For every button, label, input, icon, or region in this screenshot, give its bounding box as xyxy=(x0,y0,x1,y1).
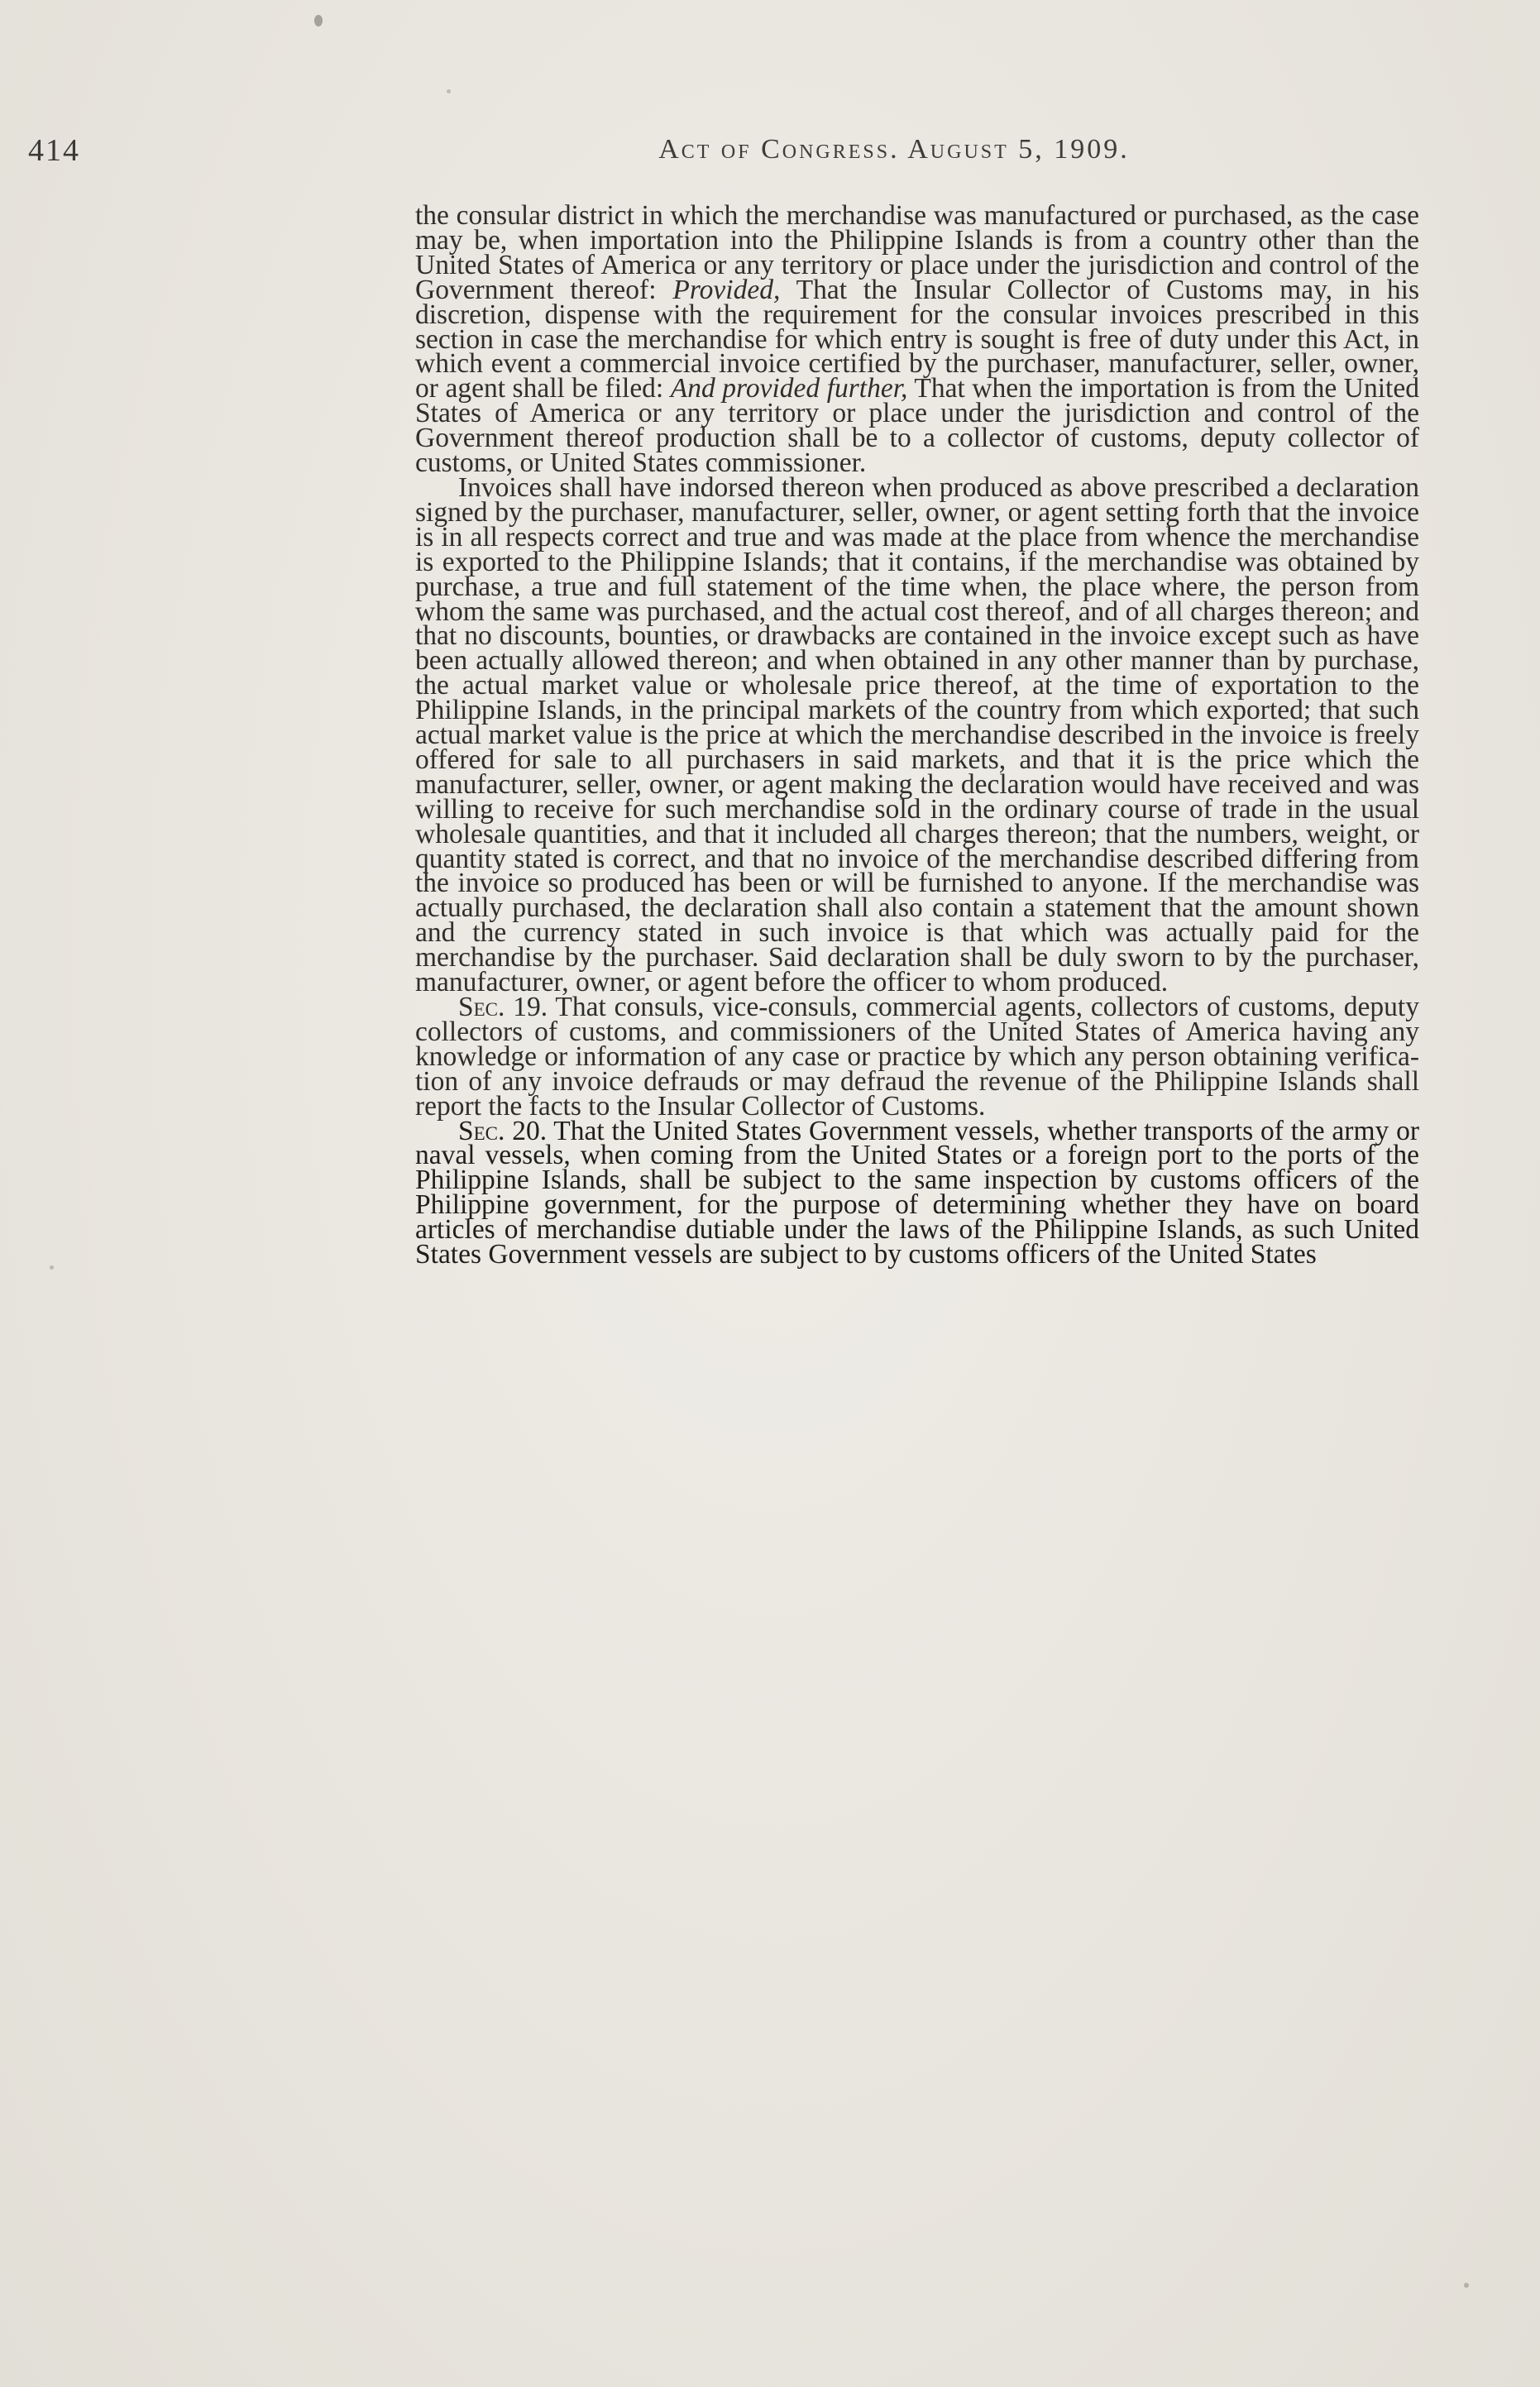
ink-speck xyxy=(447,89,451,93)
running-head: Act of Congress. August 5, 1909. xyxy=(658,134,1130,165)
provided-further-clause: And provided further, xyxy=(670,373,908,404)
ink-speck xyxy=(1464,2283,1469,2288)
body-text xyxy=(415,200,1419,1270)
section-label: Sec. 20. xyxy=(458,1115,548,1146)
text-segment: That when the importation is from the United States of America or any territory or place under the jurisdiction and control of the Government thereof production shall be to a collector of customs, deputy collector of customs, or United States commissioner. xyxy=(415,373,1419,479)
ink-speck xyxy=(50,1265,54,1270)
text-segment: the consular district in which the merchandise was manufactured or purchased, as the case may be, when importation into the Philippine Islands is from a country other than the United States of America or any territory or place under the jurisdiction and control of the Government thereof: xyxy=(415,200,1419,305)
section-label: Sec. 19. xyxy=(458,992,548,1022)
text-segment: That the Insular Collector of Customs may, in his discretion, dispense with the requirement for the consular invoices prescribed in this section in case the merchandise for which entry is sought is free of duty under this Act, in which event a commercial invoice certified by the purchaser, manufacturer, seller, owner, or agent shall be filed: xyxy=(415,274,1419,404)
ink-speck xyxy=(314,15,323,26)
section-text: That consuls, vice-consuls, commercial agents, collectors of customs, deputy collectors of customs, and commissioners of the United States of America having any knowledge or information of any case or practice by which any person obtaining verification of any invoice defrauds or may defraud the revenue of the Philippine Islands shall report the facts to the Insular Collector of Customs. xyxy=(415,992,1419,1122)
provided-clause: Provided, xyxy=(672,274,781,305)
text-segment: Invoices shall have indorsed thereon when produced as above prescribed a declaration signed by the purchaser, manufacturer, seller, owner, or agent setting forth that the invoice is in all respects correct and true and was made at the place from whence the merchandise is exported to the Philippine Islands; that it contains, if the merchandise was obtained by purchase, a true and full statement of the time when, the place where, the person from whom the same was purchased, and the actual cost thereof, and of all charges thereon; and that no discounts, bounties, or drawbacks are contained in the invoice except such as have been actually allowed thereon; and when obtained in any other manner than by purchase, the actual market value or wholesale price thereof, at the time of exportation to the Philippine Islands, in the principal markets of the country from which exported; that such actual market value is the price at which the merchandise described in the invoice is freely offered for sale to all purchasers in said markets, and that it is the price which the manufacturer, seller, owner, or agent making the declaration would have received and was willing to receive for such merchandise sold in the ordinary course of trade in the usual wholesale quantities, and that it included all charges thereon; that the numbers, weight, or quantity stated is correct, and that no invoice of the merchandise described differing from the invoice so produced has been or will be furnished to anyone. If the merchandise was actually purchased, the declaration shall also contain a statement that the amount shown and the currency stated in such invoice is that which was actually paid for the merchandise by the purchaser. Said declaration shall be duly sworn to by the purchaser, manufacturer, owner, or agent before the officer to whom produced. xyxy=(415,471,1419,998)
paragraph-consular-invoices xyxy=(415,200,1419,479)
section-19 xyxy=(415,992,1419,1122)
section-20 xyxy=(415,1115,1419,1270)
section-text: That the United States Government vessels, whether transports of the army or naval vessels, when coming from the United States or a foreign port to the ports of the Philippine Islands, shall be subject to the same inspection by customs officers of the Philippine government, for the purpose of determining whether they have on board articles of merchandise dutiable under the laws of the Philippine Islands, as such United States Government vessels are subject to by customs officers of the United States xyxy=(415,1115,1419,1270)
page-number: 414 xyxy=(28,133,80,168)
paragraph-invoice-declaration xyxy=(415,471,1419,998)
